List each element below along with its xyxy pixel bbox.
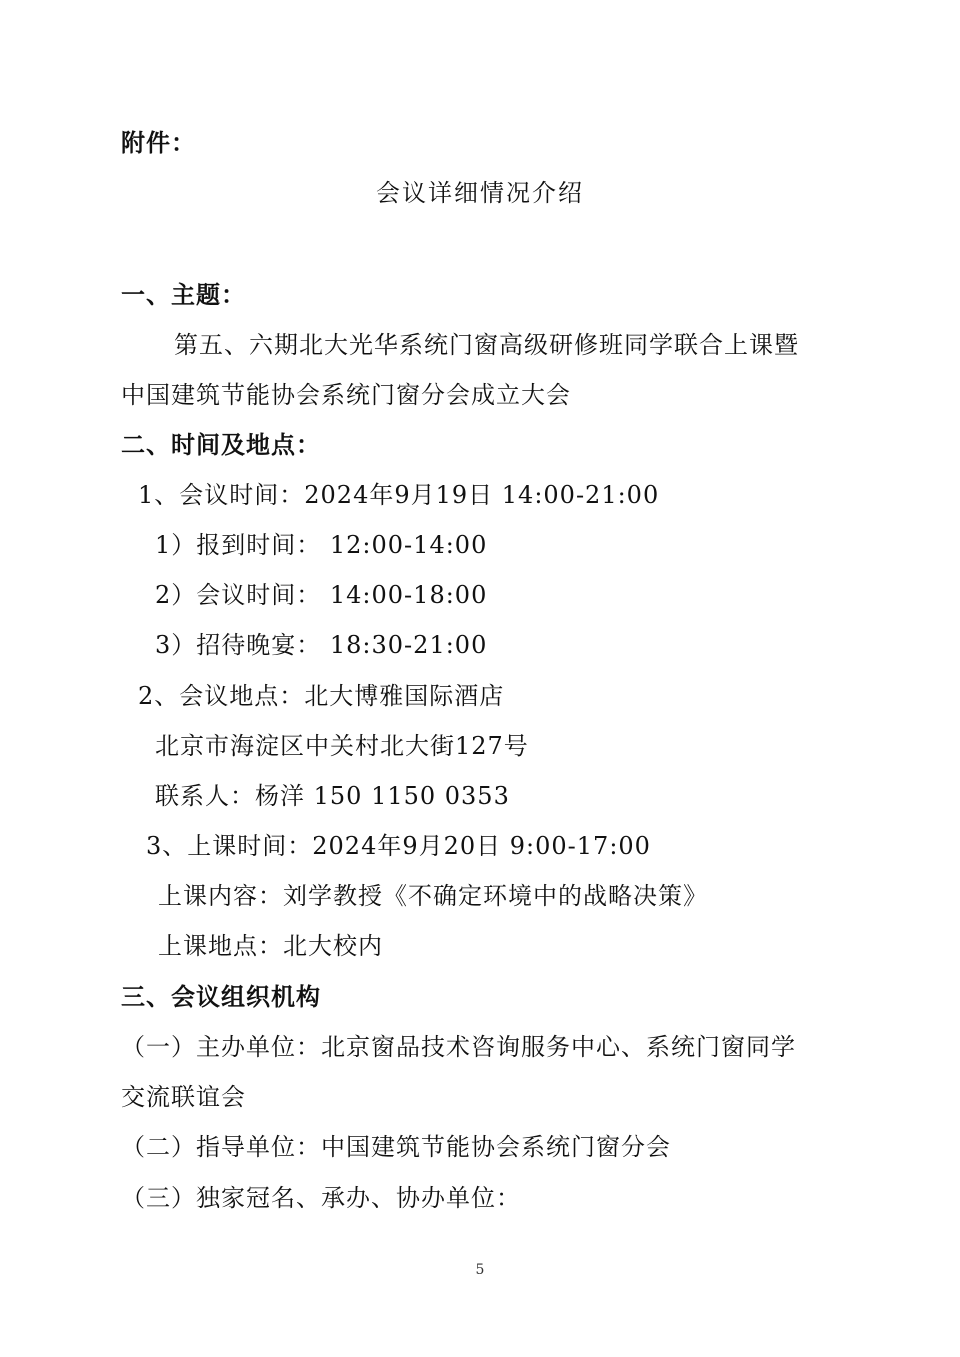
guiding-unit: （二）指导单位：中国建筑节能协会系统门窗分会 [121,1133,671,1161]
meeting-time: 1、会议时间：2024年9月19日 14:00-21:00 [138,481,660,509]
section-heading-theme: 一、主题： [121,281,246,309]
theme-text-line-2: 中国建筑节能协会系统门窗分会成立大会 [121,381,571,409]
page-number: 5 [475,1262,485,1278]
sponsor-units: （三）独家冠名、承办、协办单位： [121,1184,521,1212]
host-units-line-1: （一）主办单位：北京窗品技术咨询服务中心、系统门窗同学 [121,1033,796,1061]
theme-text-line-1: 第五、六期北大光华系统门窗高级研修班同学联合上课暨 [174,331,799,359]
document-title: 会议详细情况介绍 [376,179,584,207]
class-content: 上课内容：刘学教授《不确定环境中的战略决策》 [158,882,708,910]
checkin-time: 1）报到时间： 12:00-14:00 [155,531,488,559]
session-time: 2）会议时间： 14:00-18:00 [155,581,488,609]
venue-address: 北京市海淀区中关村北大街127号 [155,732,529,760]
section-heading-time-place: 二、时间及地点： [121,431,321,459]
contact-person: 联系人：杨洋 150 1150 0353 [155,782,510,810]
class-time: 3、上课时间：2024年9月20日 9:00-17:00 [146,832,651,860]
host-units-line-2: 交流联谊会 [121,1083,246,1111]
banquet-time: 3）招待晚宴： 18:30-21:00 [155,631,488,659]
meeting-venue: 2、会议地点：北大博雅国际酒店 [138,682,505,710]
attachment-label: 附件： [121,129,196,157]
class-location: 上课地点：北大校内 [158,932,383,960]
section-heading-organizers: 三、会议组织机构 [121,983,321,1011]
